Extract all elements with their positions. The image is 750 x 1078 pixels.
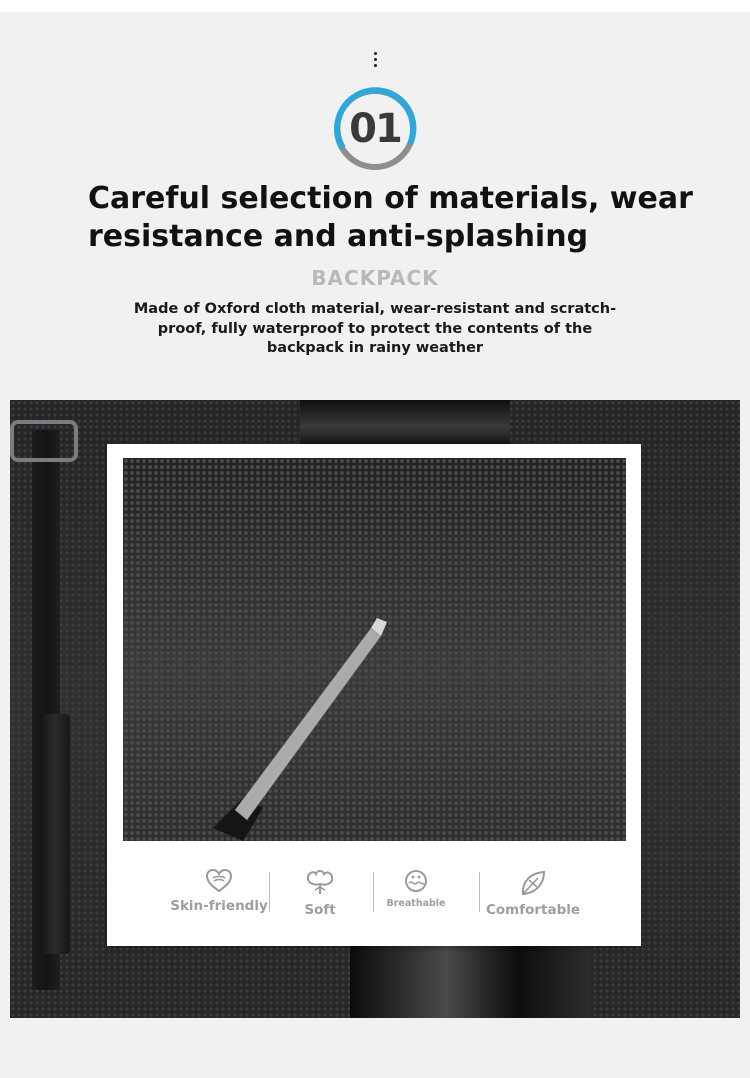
section-description: Made of Oxford cloth material, wear-resistant and scratch-proof, fully waterproof to protect the contents of the backpack in rainy weather (133, 301, 617, 356)
screwdriver-icon (123, 458, 626, 841)
feature-label: Breathable (386, 898, 446, 909)
feature-list (107, 862, 641, 932)
section-title (88, 180, 693, 256)
heart-icon (205, 868, 233, 894)
leaf-icon (518, 868, 548, 898)
feature-comfortable (485, 862, 581, 932)
section-title-line-2: resistance and anti-splashing (88, 219, 589, 254)
watermark-text: BACKPACK (311, 266, 439, 290)
feature-label: Soft (304, 902, 336, 918)
feature-divider (269, 872, 270, 912)
feature-divider (479, 872, 480, 912)
section-number: 01 (349, 106, 401, 152)
strap-detail (300, 400, 510, 444)
feature-label: Comfortable (485, 902, 581, 918)
section-number-badge (332, 86, 418, 172)
feature-soft (285, 862, 355, 932)
cotton-flower-icon (303, 868, 337, 898)
breathable-icon (403, 868, 429, 894)
top-strip (0, 0, 750, 12)
feature-divider (373, 872, 374, 912)
more-dots-icon (372, 52, 378, 72)
fabric-texture-image (123, 458, 626, 841)
section-title-line-1: Careful selection of materials, wear (88, 181, 693, 216)
fabric-closeup-card (107, 444, 641, 946)
zipper-tab (40, 714, 70, 954)
feature-label: Skin-friendly (170, 898, 268, 914)
feature-breathable (381, 862, 451, 932)
glossy-detail (350, 940, 590, 1018)
zipper-pull-icon (10, 420, 78, 462)
feature-skin-friendly (169, 862, 269, 932)
